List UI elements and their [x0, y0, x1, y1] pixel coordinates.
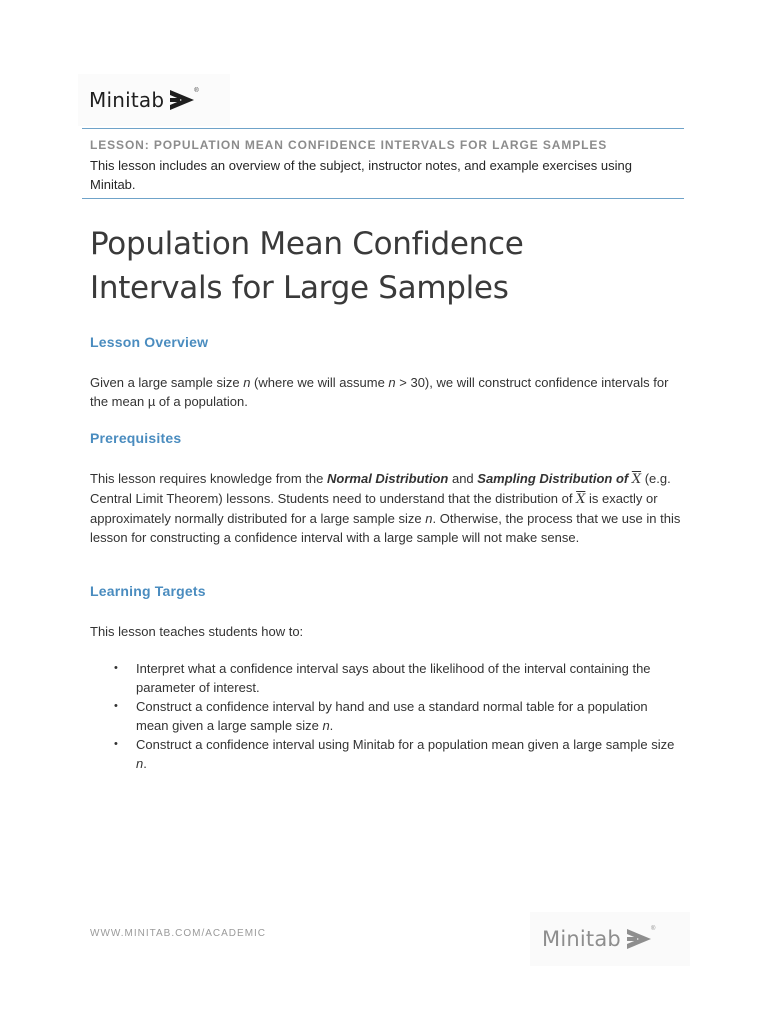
minitab-arrow-icon [170, 90, 194, 110]
learning-targets-heading: Learning Targets [90, 583, 206, 599]
minitab-logo [78, 74, 230, 126]
bullet-icon: • [114, 700, 118, 712]
lesson-description: This lesson includes an overview of the subject, instructor notes, and example exercises using Minitab. [90, 158, 632, 192]
lesson-label: LESSON: POPULATION MEAN CONFIDENCE INTERVALS FOR LARGE SAMPLES [90, 138, 608, 152]
learning-targets-intro: This lesson teaches students how to: [90, 624, 304, 639]
x-bar-symbol: $\overline{X}$ [576, 492, 586, 507]
prerequisites-heading: Prerequisites [90, 430, 182, 446]
bullet-icon: • [114, 662, 118, 674]
logo-wordmark: Minitab [542, 927, 621, 951]
registered-mark: ® [194, 88, 199, 94]
list-item: • Interpret what a confidence interval says about the likelihood of the interval containing the parameter of interest. [114, 661, 651, 695]
header-rule-bottom [82, 198, 684, 199]
bullet-icon: • [114, 738, 118, 750]
logo-wordmark: Minitab [89, 88, 165, 112]
header-rule-top [82, 128, 684, 129]
list-item: • Construct a confidence interval using Minitab for a population mean given a large sample size n. [114, 737, 675, 771]
minitab-arrow-icon [627, 929, 651, 949]
footer-url[interactable]: WWW.MINITAB.COM/ACADEMIC [90, 928, 267, 939]
registered-mark: ® [650, 926, 656, 932]
lesson-overview-text: Given a large sample size n (where we will assume n > 30), we will construct confidence intervals for the mean µ of a population. [90, 375, 669, 409]
footer-minitab-logo [530, 912, 690, 966]
learning-targets-list [90, 659, 680, 773]
list-item: • Construct a confidence interval by hand and use a standard normal table for a population mean given a large sample size n. [114, 699, 648, 733]
prerequisites-text: This lesson requires knowledge from the Normal Distribution and Sampling Distribution of $\overline{X}$ (e.g. Central Limit Theorem) lessons. Students need to understand that the distribution of $\overline{X}$ is exactly or approximately normally distributed for a large sample size n. Otherwise, the process that we use in this lesson for constructing a confidence interval with a large sample will not make sense. [90, 471, 681, 545]
x-bar-symbol: $\overline{X}$ [631, 472, 642, 487]
page-title: Population Mean Confidence Intervals for Large Samples [90, 226, 524, 306]
lesson-overview-heading: Lesson Overview [90, 334, 209, 350]
